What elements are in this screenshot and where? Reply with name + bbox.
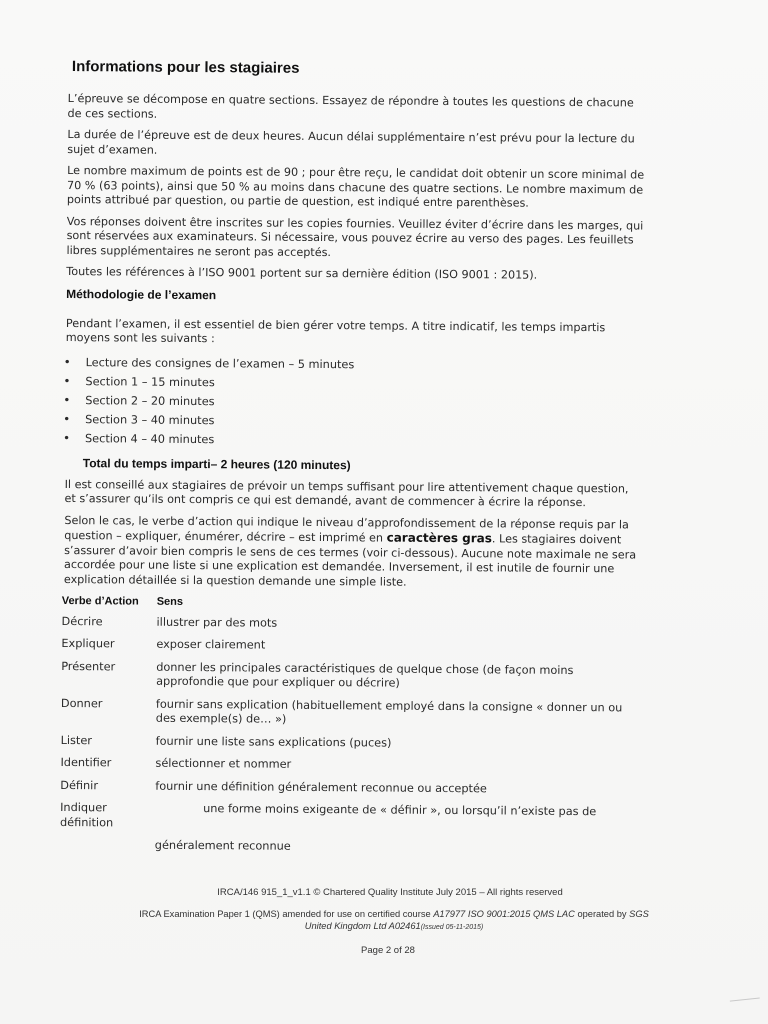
verb-cell: Définir [60, 778, 99, 792]
verb-cell [60, 838, 155, 853]
verb-cell: Donner [60, 696, 103, 710]
paragraph-answers: Vos réponses doivent être inscrites sur les copies fournies. Veuillez éviter d’écrire dans les marges, qui sont réservées aux examinateurs. Si nécessaire, vous pouvez écrire au verso des pages. Les feuillets libres supplémentaires ne seront pas acceptés. [66, 214, 644, 259]
sens-cell: exposer clairement [156, 637, 266, 652]
list-item: • Lecture des consignes de l’examen – 5 minutes [64, 352, 644, 376]
paragraph-sections: L’épreuve se décompose en quatre sections. Essayez de répondre à toutes les questions de chacune de ces sections. [67, 92, 634, 121]
table-row [60, 778, 640, 797]
footer-operator-ltd: United Kingdom Ltd A02461 [304, 921, 421, 931]
bold-term: caractères gras [386, 530, 493, 546]
verb-cell: Expliquer [61, 636, 115, 651]
list-item: • Section 3 – 40 minutes [63, 409, 643, 433]
paragraph-scoring: Le nombre maximum de points est de 90 ; pour être reçu, le candidat doit obtenir un score minimal de 70 % (63 points), ainsi que 50 % au moins dans chacune des quatre sections. Le nombre maximum de points attribué par question, ou partie de question, est indiqué entre parenthèses. [66, 164, 645, 210]
table-header [62, 594, 642, 613]
footer-course-code: A17977 ISO 9001:2015 QMS LAC [433, 909, 575, 919]
verb-cell: Présenter [61, 659, 116, 673]
document-body [60, 58, 646, 865]
table-row [61, 733, 641, 752]
verb-cell: Lister [60, 733, 93, 747]
paragraph-iso-reference: Toutes les références à l’ISO 9001 portent sur sa dernière édition (ISO 9001 : 2015). [66, 265, 538, 282]
sens-cell: fournir sans explication (habituellement employé dans la consigne « donner un ou des exemple(s) de… ») [155, 697, 623, 726]
methodology-intro: Pendant l’examen, il est essentiel de bien gérer votre temps. A titre indicatif, les temps impartis moyens sont les suivants : [65, 316, 606, 346]
footer-course-text: IRCA Examination Paper 1 (QMS) amended for use on certified course [139, 909, 434, 919]
column-header-verb: Verbe d’Action [61, 594, 139, 608]
list-item: • Section 1 – 15 minutes [63, 371, 643, 395]
sens-cell: fournir une liste sans explications (puces) [155, 734, 392, 750]
advice-paragraph: Il est conseillé aux stagiaires de prévoir un temps suffisant pour lire attentivement chaque question, et s’assurer qu’ils ont compris ce qui est demandé, avant de commencer à écrire la réponse. [64, 477, 629, 510]
sens-cell: donner les principales caractéristiques de quelque chose (de façon moins approfondie que pour expliquer ou décrire) [156, 660, 574, 690]
page-heading: Informations pour les stagiaires [71, 58, 300, 77]
verb-paragraph-start: Selon le cas, le verbe d’action qui indique le niveau d’approfondissement de la réponse requis par la question – expliquer, énumérer, décrire – est imprimé en [64, 513, 629, 545]
total-time-heading: Total du temps imparti– 2 heures (120 minutes) [82, 455, 351, 472]
table-row [60, 801, 640, 835]
verb-cell: Décrire [61, 614, 103, 628]
list-item: • Section 2 – 20 minutes [63, 390, 643, 414]
table-row [61, 637, 641, 656]
time-bullet-list [63, 352, 644, 452]
table-row [60, 756, 640, 775]
footer-course-info [10, 908, 768, 934]
table-row [60, 838, 640, 857]
list-item: • Section 4 – 40 minutes [63, 428, 643, 452]
verb-cell: Indiquer définition [59, 800, 114, 829]
column-header-sens: Sens [156, 595, 184, 608]
footer-copyright: IRCA/146 915_1_v1.1 © Chartered Quality Institute July 2015 – All rights reserved [217, 887, 563, 898]
sens-cell: fournir une définition généralement reconnue ou acceptée [155, 779, 487, 795]
sens-cell: illustrer par des mots [156, 615, 278, 630]
sens-cell: une forme moins exigeante de « définir », ou lorsqu’il n’existe pas de [203, 802, 597, 819]
page-edge-mark [730, 997, 760, 1005]
footer-operated-by: operated by [574, 909, 630, 919]
page-number: Page 2 of 28 [361, 945, 415, 956]
action-verb-table [60, 594, 642, 857]
footer-operator: SGS [629, 909, 649, 919]
verb-paragraph [64, 514, 643, 592]
sens-cell: généralement reconnue [154, 838, 291, 853]
table-row [61, 659, 641, 693]
methodology-heading: Méthodologie de l’examen [66, 286, 217, 302]
verb-cell: Identifier [60, 755, 112, 770]
verb-paragraph-end: . Les stagiaires doivent s’assurer d’avoir bien compris le sens de ces termes (voir ci-dessous). Aucune note maximale ne sera accordée pour une liste si une explication est demandée. Inversement, il est inutile de fournir une explication détaillée si la question demande une simple liste. [63, 532, 637, 589]
paragraph-duration: La durée de l’épreuve est de deux heures. Aucun délai supplémentaire n’est prévu pour la lecture du sujet d’examen. [67, 128, 635, 157]
footer-issued-date: (Issued 05-11-2015) [420, 924, 484, 931]
sens-cell: sélectionner et nommer [155, 756, 292, 771]
table-row [62, 614, 642, 633]
table-row [61, 696, 641, 730]
